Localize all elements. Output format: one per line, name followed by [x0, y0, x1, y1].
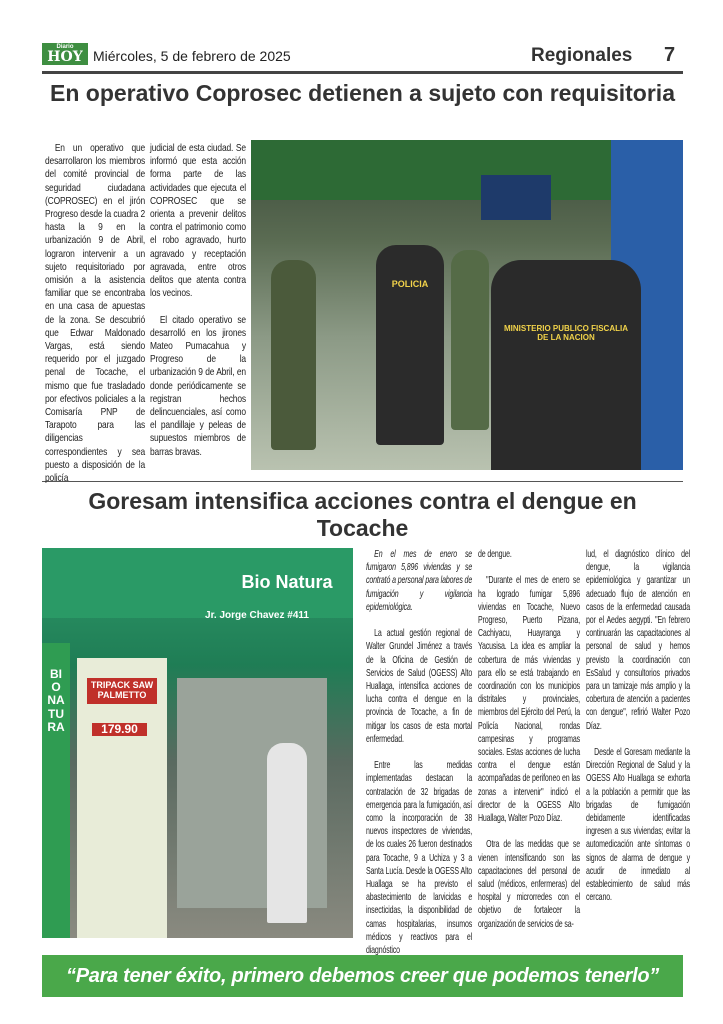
article2-title: Goresam intensifica acciones contra el dengue en Tocache	[88, 488, 637, 541]
paragraph: En un operativo que desarrollaron los miembros del comité provincial de seguridad ciudadana (COPROSEC) en el jirón Progreso desde la cuadra 2 hasta la 9 en la urbanización 9 de Abril, lograron intervenir a un sujeto requisitoriado por omisión a la asistencia familiar que se encontraba en una casa de apuestas de la zona. Se descubrió que Edwar Maldonado Vargas, está siendo requerido por el juzgado penal de Tocache, el mismo que fue trasladado por efectivos policiales a la Comisaría PNP de Tarapoto para las diligencias correspondientes y sea puesto a disposición de la policía	[45, 143, 146, 485]
issue-date: Miércoles, 5 de febrero de 2025	[93, 48, 291, 64]
paragraph: de dengue.	[478, 549, 512, 560]
article1-column-2	[150, 142, 246, 459]
paragraph: Otra de las medidas que se vienen intensificando son las capacitaciones del personal de salud (médicos, enfermeras) del hospital y microrredes con el objetivo de fortalecer la organización de servicios de sa-	[478, 839, 580, 930]
paragraph: Desde el Goresam mediante la Dirección Regional de Salud y la OGESS Alto Huallaga se exhorta a la población a permitir que las brigadas de fumigación debidamente identificadas ingresen a sus viviendas; evitar la automedicación ante síntomas o signos de alarma de dengue y acudir de inmediato al establecimiento de salud más cercano.	[586, 747, 691, 904]
footer-quote: “Para tener éxito, primero debemos creer que podemos tenerlo”	[66, 965, 659, 987]
paragraph: judicial de esta ciudad. Se informó que esta acción forma parte de las actividades que ejecuta el COPROSEC que se orienta a prevenir delitos contra el patrimonio como el robo agravado, hurto agravado y receptación agravada, entre otros delitos que atenta contra los vecinos.	[150, 143, 246, 300]
paragraph: La actual gestión regional de Walter Grundel Jiménez a través de la Oficina de Gestión de Servicios de Salud (OGESS) Alto Huallaga, intensifica acciones de lucha contra el dengue en la provincia de Tocache, a fin de mitigar los casos de esta mortal enfermedad.	[366, 628, 473, 745]
product-sign-text: TRIPACK SAW PALMETTO	[87, 678, 157, 704]
footer-quote-banner	[42, 955, 683, 997]
paragraph: "Durante el mes de enero se ha logrado fumigar 5,896 viviendas en Tocache, Nuevo Progreso, Puerto Pizana, Cachiyacu, Huayranga y Yacusisa. La idea es ampliar la cobertura de más viviendas y para ello se está trabajando en coordinación con los municipios distritales y provinciales, miembros del Ejército del Perú, la Policía Nacional, rondas campesinas y programas sociales. Estas acciones de lucha contra el dengue están acompañadas de perifoneo en las zonas a intervenir" indicó el director de la OGESS Alto Huallaga, Walter Pozo Díaz.	[478, 575, 580, 825]
article1-title: En operativo Coprosec detienen a sujeto con requisitoria	[50, 80, 675, 106]
paragraph: lud, el diagnóstico clínico del dengue, la vigilancia epidemiológica y garantizar un adecuado flujo de atención en casos de la enfermedad causada por el Aedes aegypti. "En febrero continuarán las capacitaciones al personal de salud y hemos previsto la coordinación con EsSalud y consultorios privados para un tamizaje más amplio y la cobertura de atención a pacientes con dengue", refirió Walter Pozo Díaz.	[586, 549, 691, 732]
logo-main-text: HOY	[47, 49, 83, 65]
street-sign-text: Jr. Jorge Chavez #411	[205, 610, 309, 621]
fiscalia-vest-text: MINISTERIO PUBLICO FISCALIA DE LA NACION	[504, 324, 628, 342]
section-name: Regionales	[531, 45, 633, 66]
article1-column-1	[45, 142, 145, 485]
police-vest-text: POLICIA	[391, 279, 429, 289]
article2-lead: En el mes de enero se fumigaron 5,896 viviendas y se contrató a personal para labores de fumigación y vigilancia epidemiológica.	[366, 549, 473, 613]
article2-column-3	[586, 548, 690, 904]
price-text: 179.90	[92, 723, 147, 736]
article2-column-1	[366, 548, 472, 957]
article2-column-2	[478, 548, 580, 931]
article2-photo	[42, 548, 353, 938]
vertical-sign-text: BIO NATURA	[47, 667, 65, 734]
store-sign-text: Bio Natura	[241, 572, 333, 592]
paragraph: Entre las medidas implementadas destacan la contratación de 32 brigadas de emergencia para la fumigación, así como la incorporación de 38 nuevos inspectores de viviendas, de los cuales 26 fueron destinados para Tocache, 9 a Uchiza y 3 a Santa Lucía. Desde la OGESS Alto Huallaga se ha previsto el abastecimiento de larvicidas e insecticidas, la disponibilidad de camas hospitalarias, insumos médicos y reactivos para el diagnóstico	[366, 760, 473, 957]
newspaper-logo	[42, 43, 88, 65]
page-number: 7	[664, 44, 676, 66]
logo-small-text: Diario	[56, 44, 74, 50]
article1-photo	[251, 140, 683, 470]
paragraph: El citado operativo se desarrolló en los jirones Mateo Pumacahua y Progreso de la urbanización 9 de Abril, en donde periódicamente se registran hechos delincuenciales, así como el pandillaje y peleas de supuestos miembros de barras bravas.	[150, 314, 246, 458]
header-rule	[42, 71, 683, 74]
